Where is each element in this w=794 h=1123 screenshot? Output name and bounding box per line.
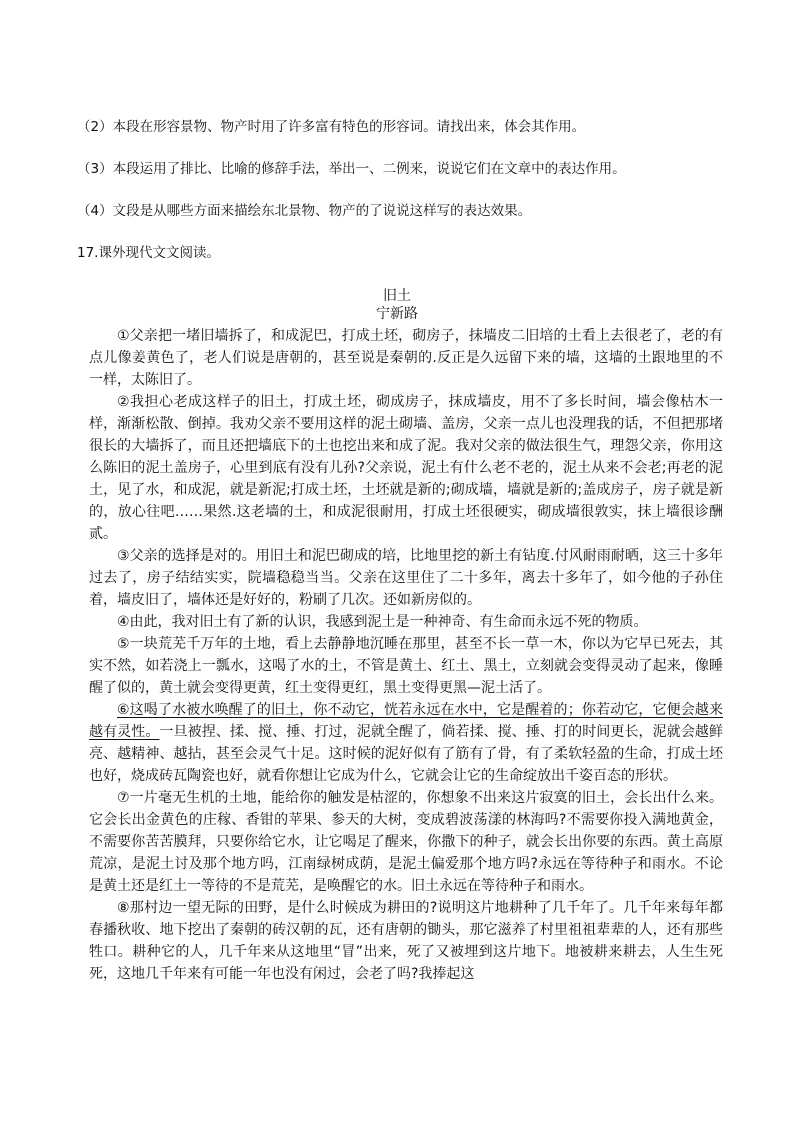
question-3: （3）本段运用了排比、比喻的修辞手法，举出一、二例来，说说它们在文章中的表达作用。 [77,161,626,177]
paragraph-5: ⑤一块荒芜千万年的土地，看上去静静地沉睡在那里，甚至不长一草一木，你以为它早已死去，其实不然，如若浇上一瓢水，这喝了水的土，不管是黄土、红土、黑土，立刻就会变得灵动了起来，像睡醒了似的，黄土就会变得更黄，红土变得更红，黑土变得更黑—泥土活了。 [89,636,723,696]
paragraph-6 [89,699,723,787]
article-body [89,325,723,985]
paragraph-1: ①父亲把一堵旧墙拆了，和成泥巴，打成土坯，砌房子，抹墙皮二旧培的土看上去很老了，老的有点儿像姜黄色了，老人们说是唐朝的，甚至说是秦朝的.反正是久远留下来的墙，这墙的土跟地里的不一样，太陈旧了。 [89,328,723,388]
paragraph-7: ⑦一片毫无生机的土地，能给你的触发是枯涩的，你想象不出来这片寂寞的旧土，会长出什么来。它会长出金黄色的庄稼、香钳的苹果、参天的大树，变成碧波荡漾的林海吗?不需要你投入满地黄金，不需要你苦苦膜拜，只要你给它水，让它喝足了醒来，你撒下的种子，就会长出你要的东西。黄土高原荒凉，是泥土讨及那个地方吗，江南绿树成荫，是泥土偏爱那个地方吗?永远在等待种子和雨水。不论是黄土还是红土一等待的不是荒芜，是唤醒它的水。旧土永远在等待种子和雨水。 [89,790,723,894]
article-author: 宁新路 [376,306,418,322]
underlined-sentence: ⑥这喝了水被水唤醒了的旧土，你不动它，恍若永远在水中，它是醒着的；你若动它，它便会越来越有灵性。 [89,702,723,740]
paragraph-2: ②我担心老成这样子的旧土，打成土坯，砌成房子，抹成墙皮，用不了多长时间，墙会像枯木一样，渐渐松散、倒掉。我劝父亲不要用这样的泥土砌墙、盖房，父亲一点儿也没理我的话，不但把那堵很长的大墙拆了，而且还把墙底下的土也挖出来和成了泥。我对父亲的做法很生气，理怨父亲，你用这么陈旧的泥土盖房子，心里到底有没有儿孙?父亲说，泥土有什么老不老的，泥土从来不会老;再老的泥土，见了水，和成泥，就是新泥;打成土坯，土坯就是新的;砌成墙，墙就是新的;盖成房子，房子就是新的，放心往吧……果然.这老墙的土，和成泥很耐用，打成土坯很硬实，砌成墙很敦实，抹上墙很诊酬贰。 [89,394,723,542]
paragraph-4: ④由此，我对旧土有了新的认识，我感到泥土是一种神奇、有生命而永远不死的物质。 [117,614,648,630]
question-4: （4）文段是从哪些方面来描绘东北景物、物产的了说说这样写的表达效果。 [77,203,532,219]
paragraph-8: ⑧那村边一望无际的田野，是什么时候成为耕田的?说明这片地耕种了几千年了。几千年来每年都春播秋收、地下挖出了秦朝的砖汉朝的瓦，还有唐朝的锄头，那它滋养了村里祖祖辈辈的人，还有那些牲口。耕种它的人，几千年来从这地里“冒”出来，死了又被埋到这片地下。地被耕来耕去，人生生死死，这地几千年来有可能一年也没有闲过，会老了吗?我捧起这 [89,900,723,982]
paragraph-3: ③父亲的选择是对的。用旧土和泥巴砌成的培，比地里挖的新土有钻度.付风耐雨耐晒，这三十多年过去了，房子结结实实，院墙稳稳当当。父亲在这里住了二十多年，离去十多年了，如今他的子孙住着，墙皮旧了，墙体还是好好的，粉刷了几次。还如新房似的。 [89,548,723,608]
paragraph-6-rest: 一旦被捏、揉、搅、捶、打过，泥就全醒了，倘若揉、搅、捶、打的时间更长，泥就会越鲜亮、越精神、越拈，甚至会灵气十足。这时候的泥好似有了筋有了骨，有了柔软轻盈的生命，打成土坯也好，烧成砖瓦陶瓷也好，就看你想让它成为什么，它就会让它的生命绽放出千姿百态的形状。 [89,724,724,784]
question-2: （2）本段在形容景物、物产时用了许多富有特色的形容词。请找出来，体会其作用。 [77,119,586,135]
section-heading: 17.课外现代文文阅读。 [77,245,220,261]
article-title: 旧土 [383,288,411,304]
